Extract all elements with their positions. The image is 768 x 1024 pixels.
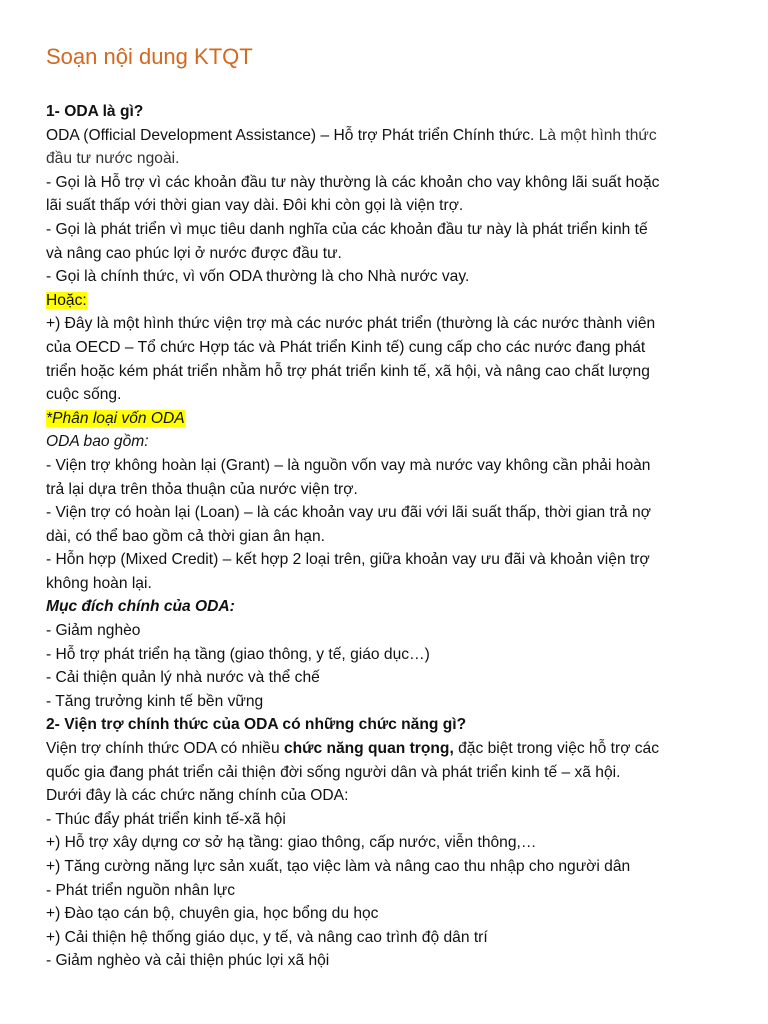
oda-definition (46, 124, 722, 148)
paragraph-line: trả lại dựa trên thỏa thuận của nước viện trợ. (46, 480, 358, 498)
paragraph-line: - Gọi là chính thức, vì vốn ODA thường là cho Nhà nước vay. (46, 268, 470, 286)
list-item: +) Hỗ trợ xây dựng cơ sở hạ tầng: giao thông, cấp nước, viễn thông,… (46, 834, 537, 852)
list-item: - Giảm nghèo (46, 622, 141, 640)
oda-definition-rest: Là một hình thức (534, 126, 657, 144)
document-title: Soạn nội dung KTQT (46, 44, 253, 69)
intro-part: đặc biệt trong việc hỗ trợ các (453, 740, 660, 758)
section-2-heading: 2- Viện trợ chính thức của ODA có những chức năng gì? (46, 716, 467, 734)
oda-includes-label: ODA bao gồm: (46, 433, 149, 451)
hoac-highlight: Hoặc: (46, 291, 87, 309)
paragraph-line: cuộc sống. (46, 386, 122, 404)
paragraph-line: - Viện trợ có hoàn lại (Loan) – là các khoản vay ưu đãi với lãi suất thấp, thời gian trả nợ (46, 504, 651, 522)
hoac-label (46, 289, 722, 313)
paragraph-line: - Gọi là Hỗ trợ vì các khoản đầu tư này thường là các khoản cho vay không lãi suất hoặc (46, 173, 660, 191)
paragraph-line: của OECD – Tổ chức Hợp tác và Phát triển Kinh tế) cung cấp cho các nước đang phát (46, 338, 646, 356)
list-item: - Tăng trưởng kinh tế bền vững (46, 692, 264, 710)
intro-part: Viện trợ chính thức ODA có nhiều (46, 740, 284, 758)
list-item: +) Đào tạo cán bộ, chuyên gia, học bổng du học (46, 905, 379, 923)
list-item: - Giảm nghèo và cải thiện phúc lợi xã hội (46, 952, 330, 970)
paragraph-line: +) Đây là một hình thức viện trợ mà các nước phát triển (thường là các nước thành viên (46, 315, 656, 333)
purpose-heading: Mục đích chính của ODA: (46, 598, 235, 616)
paragraph-line: lãi suất thấp với thời gian vay dài. Đôi khi còn gọi là viện trợ. (46, 197, 464, 215)
list-item: +) Cải thiện hệ thống giáo dục, y tế, và nâng cao trình độ dân trí (46, 928, 488, 946)
section-2-intro (46, 737, 722, 761)
list-item: - Thúc đẩy phát triển kinh tế-xã hội (46, 810, 286, 828)
intro-bold: chức năng quan trọng, (283, 740, 454, 758)
list-item: +) Tăng cường năng lực sản xuất, tạo việc làm và nâng cao thu nhập cho người dân (46, 858, 631, 875)
classification-highlight: *Phân loại vốn ODA (46, 409, 185, 427)
paragraph-line: dài, có thể bao gồm cả thời gian ân hạn. (46, 527, 325, 545)
paragraph-line: quốc gia đang phát triển cải thiện đời sống người dân và phát triển kinh tế – xã hội. (46, 763, 621, 781)
paragraph-line: Dưới đây là các chức năng chính của ODA: (46, 787, 349, 805)
classification-heading (46, 407, 722, 431)
paragraph-line: - Hỗn hợp (Mixed Credit) – kết hợp 2 loại trên, giữa khoản vay ưu đãi và khoản viện trợ (46, 551, 650, 569)
oda-definition-line2: đầu tư nước ngoài. (46, 150, 180, 168)
list-item: - Phát triển nguồn nhân lực (46, 881, 236, 899)
paragraph-line: - Viện trợ không hoàn lại (Grant) – là nguồn vốn vay mà nước vay không cần phải hoàn (46, 456, 651, 474)
paragraph-line: không hoàn lại. (46, 574, 152, 592)
list-item: - Hỗ trợ phát triển hạ tầng (giao thông, y tế, giáo dục…) (46, 645, 430, 663)
oda-definition-bold: ODA (Official Development Assistance) – Hỗ trợ Phát triển Chính thức. (46, 126, 535, 144)
paragraph-line: triển hoặc kém phát triển nhằm hỗ trợ phát triển kinh tế, xã hội, và nâng cao chất lượng (46, 362, 650, 380)
section-1-heading: 1- ODA là gì? (46, 103, 144, 120)
list-item: - Cải thiện quản lý nhà nước và thể chế (46, 669, 320, 687)
paragraph-line: và nâng cao phúc lợi ở nước được đầu tư. (46, 244, 342, 262)
paragraph-line: - Gọi là phát triển vì mục tiêu danh nghĩa của các khoản đầu tư này là phát triển kinh tế (46, 220, 648, 238)
